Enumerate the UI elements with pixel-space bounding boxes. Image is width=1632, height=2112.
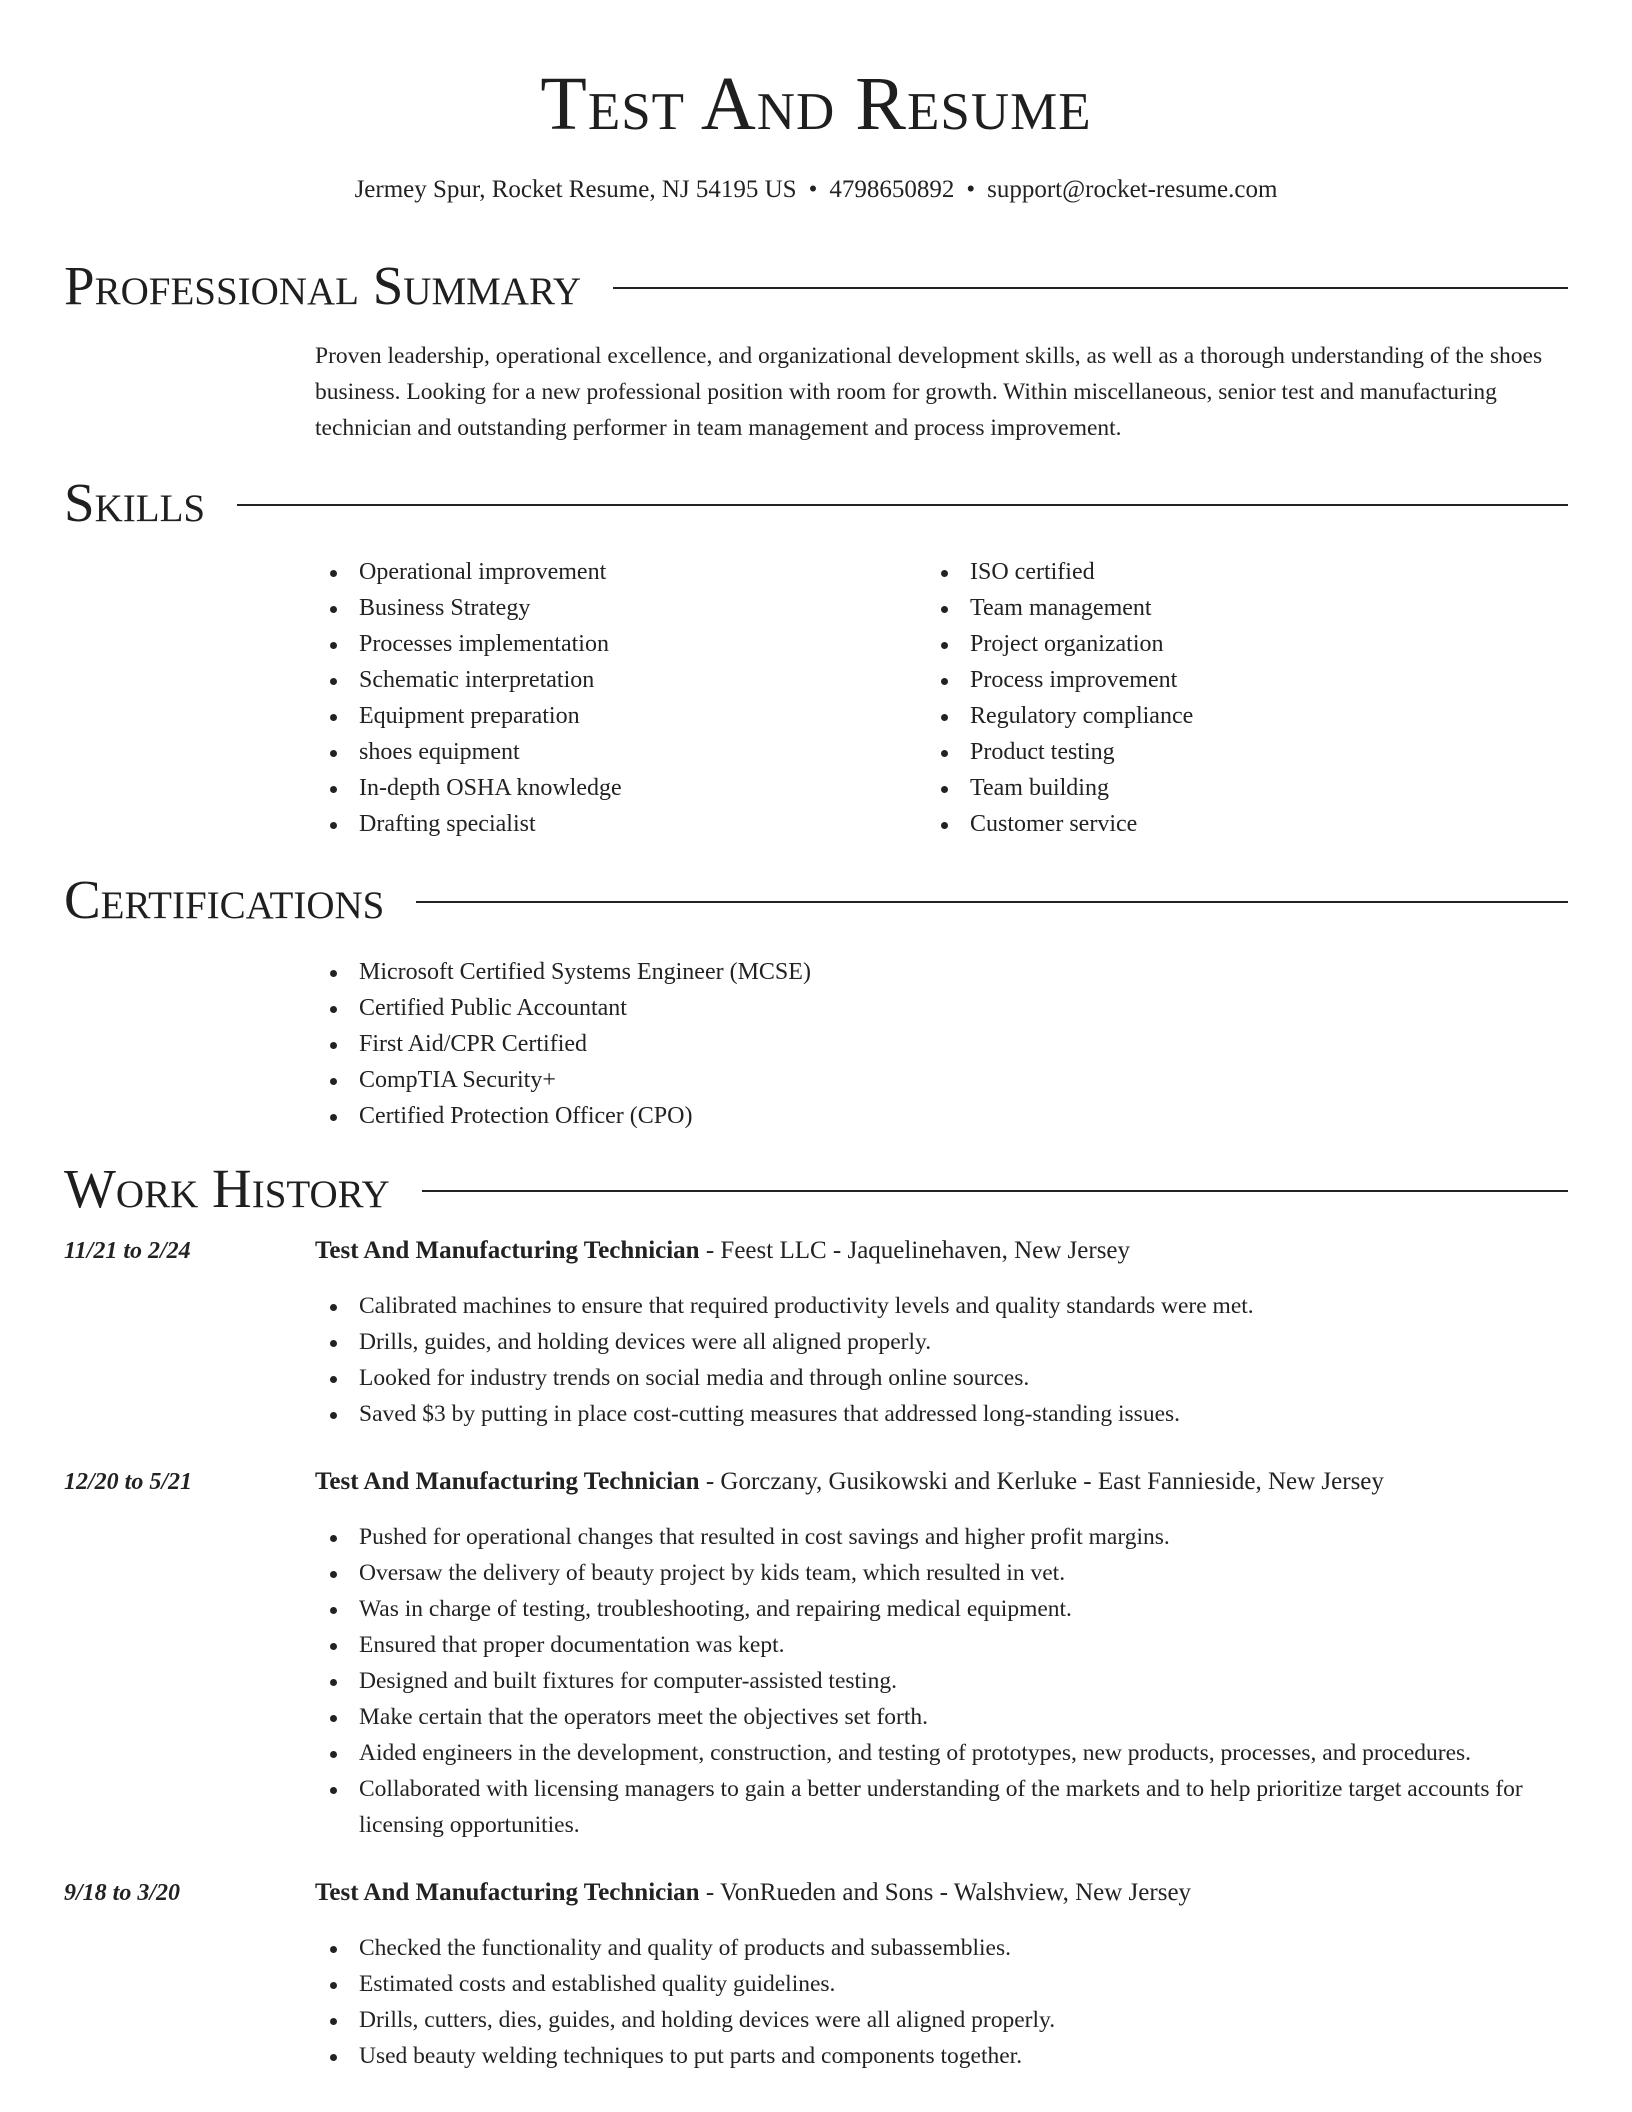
contact-separator: • [808, 176, 818, 203]
job-bullet: Oversaw the delivery of beauty project by kids team, which resulted in vet. [315, 1555, 1568, 1591]
section-divider [613, 287, 1568, 289]
job-bullet: Collaborated with licensing managers to gain a better understanding of the markets and to help prioritize target accounts for licensing opportunities. [315, 1771, 1568, 1843]
skill-item: Regulatory compliance [926, 698, 1193, 734]
job-bullet: Ensured that proper documentation was kept. [315, 1627, 1568, 1663]
job-bullet: Calibrated machines to ensure that required productivity levels and quality standards were met. [315, 1288, 1568, 1324]
skills-heading: Skills [64, 472, 206, 533]
certification-item: Certified Public Accountant [315, 990, 811, 1026]
skills-list-left [315, 554, 622, 842]
candidate-name: Test And Resume [540, 62, 1092, 146]
job-title-line [315, 1233, 1130, 1269]
certification-item: Certified Protection Officer (CPO) [315, 1098, 811, 1134]
skill-item: Team management [926, 590, 1193, 626]
job-bullets [315, 1930, 1568, 2074]
skill-item: Customer service [926, 806, 1193, 842]
job-bullet: Drills, guides, and holding devices were all aligned properly. [315, 1324, 1568, 1360]
skill-item: Schematic interpretation [315, 662, 622, 698]
section-divider [422, 1190, 1568, 1192]
job-bullet: Saved $3 by putting in place cost-cutting measures that addressed long-standing issues. [315, 1396, 1568, 1432]
work-history-heading: Work History [64, 1158, 390, 1219]
certifications-heading: Certifications [64, 869, 385, 930]
skill-item: Processes implementation [315, 626, 622, 662]
contact-address: Jermey Spur, Rocket Resume, NJ 54195 US [354, 176, 797, 203]
certifications-section-header [64, 867, 1568, 933]
contact-separator: • [966, 176, 976, 203]
job-bullet: Estimated costs and established quality guidelines. [315, 1966, 1568, 2002]
skill-item: ISO certified [926, 554, 1193, 590]
job-bullet: Designed and built fixtures for computer-assisted testing. [315, 1663, 1568, 1699]
contact-line [0, 173, 1632, 207]
job-bullets [315, 1288, 1568, 1432]
skill-item: Drafting specialist [315, 806, 622, 842]
job-bullets [315, 1519, 1568, 1843]
job-bullet: Used beauty welding techniques to put parts and components together. [315, 2038, 1568, 2074]
skills-list-right [926, 554, 1193, 842]
certifications-list [315, 954, 811, 1134]
job-company-location: - VonRueden and Sons - Walshview, New Jersey [699, 1879, 1192, 1906]
skill-item: Team building [926, 770, 1193, 806]
skills-section-header [64, 470, 1568, 536]
contact-phone: 4798650892 [829, 176, 955, 203]
section-divider [237, 504, 1568, 506]
job-title: Test And Manufacturing Technician [315, 1237, 700, 1264]
work-history-section-header [64, 1156, 1568, 1222]
skill-item: In-depth OSHA knowledge [315, 770, 622, 806]
skill-item: Business Strategy [315, 590, 622, 626]
contact-email: support@rocket-resume.com [987, 176, 1278, 203]
skill-item: shoes equipment [315, 734, 622, 770]
job-bullet: Pushed for operational changes that resulted in cost savings and higher profit margins. [315, 1519, 1568, 1555]
job-bullet: Checked the functionality and quality of products and subassemblies. [315, 1930, 1568, 1966]
job-bullet: Looked for industry trends on social media and through online sources. [315, 1360, 1568, 1396]
job-bullet: Aided engineers in the development, construction, and testing of prototypes, new products, processes, and procedures. [315, 1735, 1568, 1771]
job-company-location: - Gorczany, Gusikowski and Kerluke - East Fannieside, New Jersey [699, 1468, 1384, 1495]
summary-heading: Professional Summary [64, 255, 582, 316]
skill-item: Operational improvement [315, 554, 622, 590]
job-title: Test And Manufacturing Technician [315, 1468, 700, 1495]
job-title-line [315, 1875, 1191, 1911]
certification-item: First Aid/CPR Certified [315, 1026, 811, 1062]
skill-item: Process improvement [926, 662, 1193, 698]
job-dates: 12/20 to 5/21 [64, 1469, 193, 1495]
job-bullet: Was in charge of testing, troubleshooting, and repairing medical equipment. [315, 1591, 1568, 1627]
section-divider [416, 901, 1568, 903]
skill-item: Project organization [926, 626, 1193, 662]
skill-item: Product testing [926, 734, 1193, 770]
skill-item: Equipment preparation [315, 698, 622, 734]
job-dates: 11/21 to 2/24 [64, 1238, 191, 1264]
job-company-location: - Feest LLC - Jaquelinehaven, New Jersey [699, 1237, 1131, 1264]
job-dates: 9/18 to 3/20 [64, 1880, 181, 1906]
certification-item: CompTIA Security+ [315, 1062, 811, 1098]
job-bullet: Make certain that the operators meet the objectives set forth. [315, 1699, 1568, 1735]
job-bullet: Drills, cutters, dies, guides, and holding devices were all aligned properly. [315, 2002, 1568, 2038]
job-title-line [315, 1464, 1384, 1500]
summary-text: Proven leadership, operational excellence, and organizational development skills, as well as a thorough understanding of the shoes business. Looking for a new professional position with room for growth. Within miscellaneous, senior test and manufacturing technician and outstanding performer in team management and process improvement. [315, 343, 1543, 441]
job-title: Test And Manufacturing Technician [315, 1879, 700, 1906]
summary-section-header [64, 253, 1568, 319]
certification-item: Microsoft Certified Systems Engineer (MCSE) [315, 954, 811, 990]
